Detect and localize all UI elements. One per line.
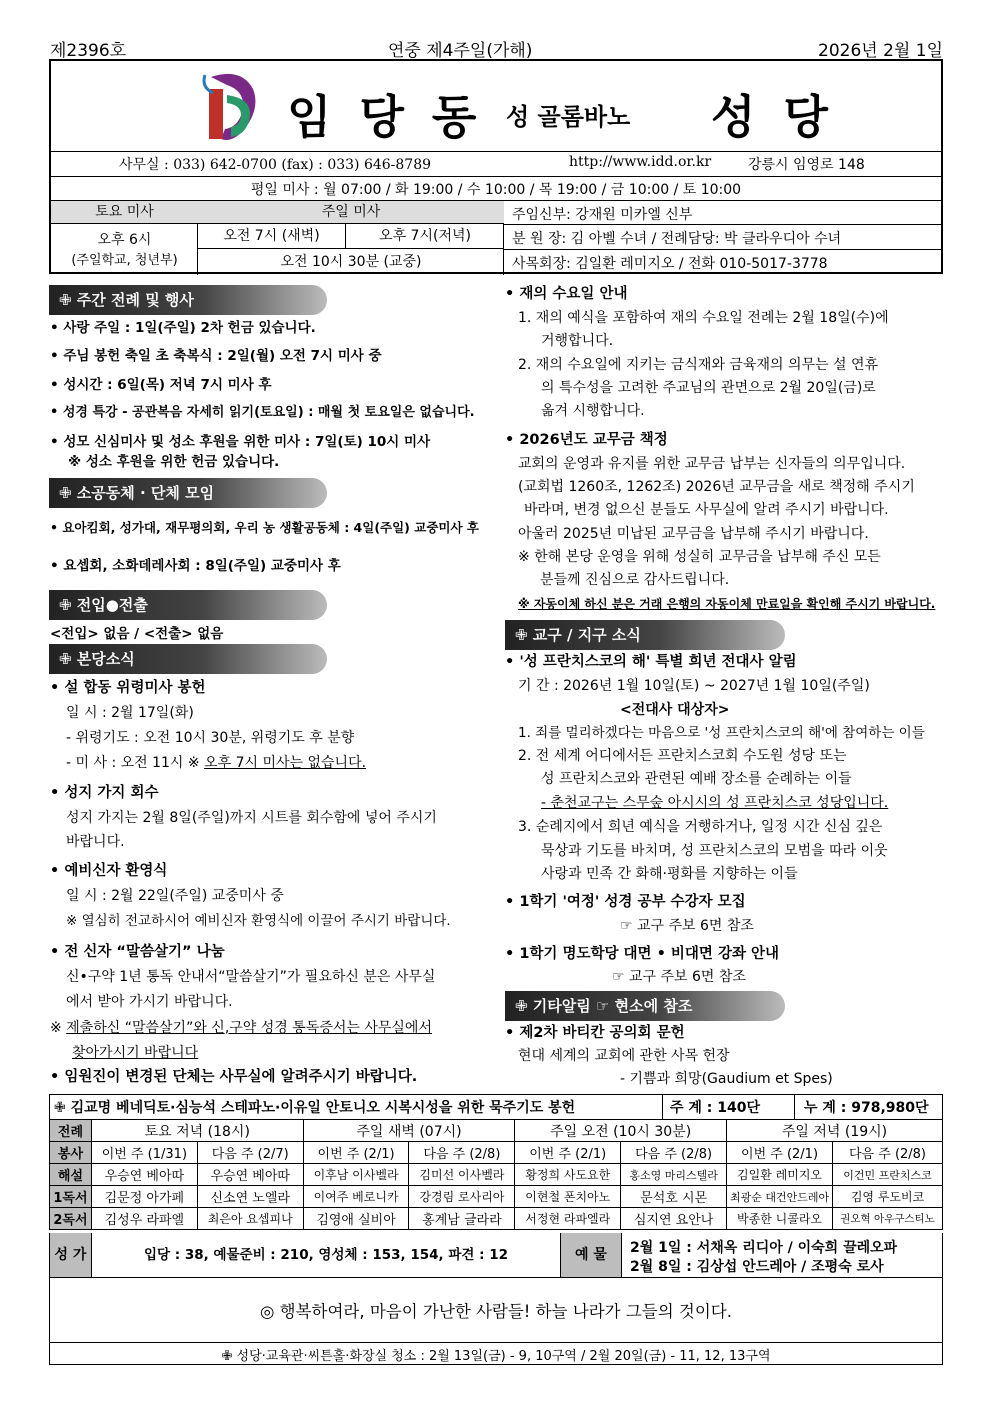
notice-line: ※ 자동이체 하신 분은 거래 은행의 자동이체 만료일을 확인해 주시기 바랍니다.	[518, 597, 936, 611]
name-cell: 김영 루도비코	[833, 1186, 943, 1208]
week-header: 다음 주 (2/8)	[621, 1142, 727, 1164]
contact-row	[51, 151, 941, 176]
name-cell: 최은아 요셉피나	[197, 1208, 303, 1230]
news-title: • 전 신자 “말씀살기” 나눔	[50, 944, 225, 960]
transfers-text: <전입> 없음 / <전출> 없음	[50, 626, 224, 642]
name-cell: 김미선 이사벨라	[409, 1164, 515, 1186]
notice-line: 거행합니다.	[541, 333, 614, 349]
weekday-mass: 평일 미사 : 월 07:00 / 화 19:00 / 수 10:00 / 목 19:00 / 금 10:00 / 토 10:00	[250, 182, 742, 198]
section-communities: ✙ 소공동체 · 단체 모임	[49, 478, 327, 508]
notice-line: 1. 재의 예식을 포함하여 재의 수요일 전례는 2월 18일(수)에	[518, 310, 889, 326]
notice-line: 성 프란치스코와 관련된 예배 장소를 순례하는 이들	[541, 771, 852, 787]
news-line: 일 시 : 2월 17일(화)	[66, 705, 194, 721]
service-label: 봉사	[50, 1142, 92, 1164]
notice-line: 의 특수성을 고려한 주교님의 관면으로 2월 20일(금)로	[541, 380, 876, 396]
notice-line: 묵상과 기도를 바치며, 성 프란치스코의 모범을 따라 이웃	[541, 843, 888, 859]
week-header: 이번 주 (2/1)	[515, 1142, 621, 1164]
website-link[interactable]: http://www.idd.or.kr	[569, 154, 712, 170]
news-line: 바랍니다.	[66, 834, 125, 850]
news-line: - 미 사 : 오전 11시 ※ 오후 7시 미사는 없습니다.	[66, 755, 367, 771]
list-item: • 성시간 : 6일(목) 저녁 7시 미사 후	[50, 377, 272, 393]
mass-group-header: 주일 오전 (10시 30분)	[515, 1120, 727, 1142]
weekday-mass-row	[51, 176, 941, 200]
notice-line: 바라며, 변경 없으신 분들도 사무실에 알려 주시기 바랍니다.	[524, 502, 889, 518]
section-parish-news: ✙ 본당소식	[49, 644, 327, 674]
role-cell: 1독서	[50, 1186, 92, 1208]
week-header: 이번 주 (1/31)	[91, 1142, 197, 1164]
notice-line: - 춘천교구는 스무숲 아시시의 성 프란치스코 성당입니다.	[541, 795, 889, 811]
name-cell: 김문정 아가페	[91, 1186, 197, 1208]
notice-title: • 2026년도 교무금 책정	[505, 432, 668, 448]
notice-line: 3. 순례지에서 희년 예식을 거행하거나, 일정 시간 신심 깊은	[518, 819, 883, 835]
choir-hymns: 입당 : 38, 예물준비 : 210, 영성체 : 153, 154, 파견 : 12	[143, 1247, 509, 1263]
name-cell: 심지연 요안나	[621, 1208, 727, 1230]
mass-schedule	[51, 200, 941, 274]
list-item: • 성모 신심미사 및 성소 후원을 위한 미사 : 7일(토) 10시 미사	[50, 434, 431, 450]
section-other-notices: ✙ 기타알림 ☞ 현소에 참조	[505, 991, 785, 1021]
saturday-mass-label: 토요 미사	[51, 201, 198, 224]
notice-line: 기 간 : 2026년 1월 10일(토) ~ 2027년 1월 10일(주일)	[518, 678, 870, 694]
notice-title: • '성 프란치스코의 해' 특별 희년 전대사 알림	[505, 654, 797, 670]
name-cell: 황정희 사도요한	[515, 1164, 621, 1186]
week-header: 다음 주 (2/8)	[409, 1142, 515, 1164]
list-item: • 요아킴회, 성가대, 재무평의회, 우리 농 생활공동체 : 4일(주일) 교중미사 후	[50, 520, 479, 535]
liturgical-week: 연중 제4주일(가해)	[388, 41, 533, 61]
parish-name-main: 임 당 동	[287, 90, 483, 144]
news-line: 성지 가지는 2월 8일(주일)까지 시트를 회수함에 넣어 주시기	[66, 810, 437, 826]
name-cell: 문석호 시몬	[621, 1186, 727, 1208]
notice-title: • 재의 수요일 안내	[505, 286, 628, 302]
table-row	[50, 1208, 943, 1230]
notice-line: - 기쁨과 희망(Gaudium et Spes)	[620, 1071, 833, 1087]
mass-group-header: 주일 새벽 (07시)	[303, 1120, 515, 1142]
service-label: 전례	[50, 1120, 92, 1142]
news-line: ※ 열심히 전교하시어 예비신자 환영식에 이끌어 주시기 바랍니다.	[66, 913, 451, 929]
sunday-mass-dawn: 오전 7시 (새벽)	[198, 224, 346, 249]
list-item: • 요셉회, 소화데레사회 : 8일(주일) 교중미사 후	[50, 558, 341, 574]
masthead	[49, 59, 943, 274]
name-cell: 이후남 이사벨라	[303, 1164, 409, 1186]
name-cell: 강경림 로사리아	[409, 1186, 515, 1208]
sunday-mass-main: 오전 10시 30분 (교중)	[280, 254, 422, 270]
name-cell: 권오혁 아우구스티노	[833, 1208, 943, 1230]
section-diocese-news: ✙ 교구 / 지구 소식	[505, 620, 785, 650]
saturday-mass-note: (주일학교, 청년부)	[71, 253, 178, 268]
council-president: 사목회장: 김일환 레미지오 / 전화 010-5017-3778	[512, 256, 828, 272]
notice-title: • 제2차 바티칸 공의회 문헌	[505, 1025, 685, 1041]
news-line: 찾아가시기 바랍니다	[72, 1045, 199, 1061]
name-cell: 서정현 라파엘라	[515, 1208, 621, 1230]
address: 강릉시 임영로 148	[748, 157, 865, 173]
saturday-mass-time: 오후 6시	[97, 232, 152, 248]
section-transfers: ✙ 전입●전출	[49, 590, 327, 620]
week-header: 이번 주 (2/1)	[727, 1142, 833, 1164]
notice-line: 아울러 2025년 미납된 교무금을 납부해 주시기 바랍니다.	[518, 526, 869, 542]
name-cell: 우승연 베아따	[91, 1164, 197, 1186]
notice-line: 옮겨 시행합니다.	[541, 403, 645, 419]
parish-logo	[191, 69, 281, 151]
offering-week-2: 2월 8일 : 김상섭 안드레아 / 조평숙 로사	[630, 1259, 884, 1275]
week-header: 다음 주 (2/7)	[197, 1142, 303, 1164]
mass-group-header: 주일 저녁 (19시)	[727, 1120, 943, 1142]
list-item: • 주님 봉헌 축일 초 축복식 : 2일(월) 오전 7시 미사 중	[50, 348, 382, 364]
notice-line: 1. 죄를 멀리하겠다는 마음으로 '성 프란치스코의 해'에 참여하는 이들	[518, 725, 925, 741]
notice-line: ※ 한해 본당 운영을 위해 성실히 교무금을 납부해 주신 모든	[518, 549, 881, 565]
list-item: • 사랑 주일 : 1일(주일) 2차 헌금 있습니다.	[50, 320, 316, 336]
name-cell: 홍소영 마리스텔라	[621, 1164, 727, 1186]
news-line: 신•구약 1년 통독 안내서“말씀살기”가 필요하신 분은 사무실	[66, 969, 436, 985]
choir-label: 성 가	[50, 1233, 92, 1277]
notice-line: 분들께 진심으로 감사드립니다.	[540, 572, 730, 588]
news-line: 일 시 : 2월 22일(주일) 교중미사 중	[66, 888, 284, 904]
name-cell: 이건민 프란치스코	[833, 1164, 943, 1186]
news-title: • 임원진이 변경된 단체는 사무실에 알려주시기 바랍니다.	[50, 1069, 418, 1085]
beatitude-box	[49, 1278, 943, 1365]
liturgy-service-table	[49, 1119, 943, 1230]
notice-ref: ☞ 교구 주보 6면 참조	[612, 969, 746, 985]
news-title: • 설 합동 위령미사 봉헌	[50, 680, 206, 696]
issue-date: 2026년 2월 1일	[818, 41, 943, 61]
name-cell: 홍계남 글라라	[409, 1208, 515, 1230]
parish-saint: 성 골롬바노	[506, 103, 631, 131]
notice-line: 2. 전 세계 어디에서든 프란치스코회 수도원 성당 또는	[518, 748, 847, 764]
notice-line: 현대 세계의 교회에 관한 사목 헌장	[518, 1048, 730, 1064]
issue-number: 제2396호	[50, 41, 127, 61]
news-line: - 위령기도 : 오전 10시 30분, 위령기도 후 분향	[66, 730, 355, 746]
name-cell: 최광순 대건안드레아	[727, 1186, 833, 1208]
notice-line: 2. 재의 수요일에 지키는 금식재와 금육재의 의무는 설 연휴	[518, 357, 879, 373]
notice-line: (교회법 1260조, 1262조) 2026년 교무금을 새로 책정해 주시기	[518, 479, 915, 495]
role-cell: 해설	[50, 1164, 92, 1186]
notice-ref: ☞ 교구 주보 6면 참조	[620, 918, 754, 934]
notice-title: • 1학기 명도학당 대면 • 비대면 강좌 안내	[505, 946, 780, 962]
cleaning-schedule: ✙ 성당·교육관·씨튼홀·화장실 청소 : 2월 13일(금) - 9, 10구역 / 2월 20일(금) - 11, 12, 13구역	[221, 1349, 771, 1364]
choir-offering-row	[49, 1233, 943, 1278]
mass-group-header: 토요 저녁 (18시)	[91, 1120, 303, 1142]
week-header: 이번 주 (2/1)	[303, 1142, 409, 1164]
notice-subtitle: <전대사 대상자>	[620, 702, 730, 718]
news-line: 에서 받아 가시기 바랍니다.	[66, 994, 233, 1010]
news-title: • 성지 가지 회수	[50, 785, 159, 801]
offering-label: 예 물	[560, 1233, 622, 1277]
name-cell: 이여주 베로니카	[303, 1186, 409, 1208]
name-cell: 김성우 라파엘	[91, 1208, 197, 1230]
table-row	[50, 1164, 943, 1186]
pastor: 주임신부: 강재원 미카엘 신부	[512, 207, 693, 223]
sunday-mass-label: 주일 미사	[198, 201, 504, 224]
notice-title: • 1학기 '여정' 성경 공부 수강자 모집	[505, 894, 746, 910]
name-cell: 이현철 폰치아노	[515, 1186, 621, 1208]
name-cell: 우승연 베아따	[197, 1164, 303, 1186]
rosary-prayer: ✙ 김교명 베네딕토·심능석 스테파노·이유일 안토니오 시복시성을 위한 묵주기도 봉헌	[54, 1100, 576, 1116]
news-title: • 예비신자 환영식	[50, 863, 168, 879]
name-cell: 신소연 노엘라	[197, 1186, 303, 1208]
week-header: 다음 주 (2/8)	[833, 1142, 943, 1164]
notice-line: 교회의 운영과 유지를 위한 교무금 납부는 신자들의 의무입니다.	[518, 456, 906, 472]
rosary-week-total: 주 계 : 140단	[670, 1100, 761, 1116]
list-item: • 성경 특강 - 공관복음 자세히 읽기(토요일) : 매월 첫 토요일은 없습니다.	[50, 405, 475, 420]
news-line: ※ 제출하신 “말씀살기”와 신,구약 성경 통독증서는 사무실에서	[50, 1020, 432, 1036]
name-cell: 김영애 실비아	[303, 1208, 409, 1230]
offering-week-1: 2월 1일 : 서채옥 리디아 / 이숙희 끌레오파	[630, 1240, 898, 1256]
list-item-note: ※ 성소 후원을 위한 헌금 있습니다.	[68, 454, 280, 470]
table-row	[50, 1186, 943, 1208]
rosary-cumulative-total: 누 계 : 978,980단	[804, 1100, 929, 1116]
sisters: 분 원 장: 김 아벨 수녀 / 전례담당: 박 클라우디아 수녀	[512, 231, 842, 247]
notice-line: 사랑과 민족 간 화해·평화를 지향하는 이들	[541, 866, 798, 882]
rosary-bar	[49, 1094, 943, 1119]
section-weekly-liturgy: ✙ 주간 전례 및 행사	[49, 285, 327, 315]
beatitude-verse: ◎ 행복하여라, 마음이 가난한 사람들! 하늘 나라가 그들의 것이다.	[260, 1302, 732, 1321]
name-cell: 박종한 니콜라오	[727, 1208, 833, 1230]
header-line	[50, 36, 943, 60]
name-cell: 김일환 레미지오	[727, 1164, 833, 1186]
role-cell: 2독서	[50, 1208, 92, 1230]
parish-name-church: 성 당	[711, 90, 834, 144]
sunday-mass-evening: 오후 7시(저녁)	[346, 224, 504, 249]
office-phone: 사무실 : 033) 642-0700 (fax) : 033) 646-8789	[119, 157, 432, 173]
